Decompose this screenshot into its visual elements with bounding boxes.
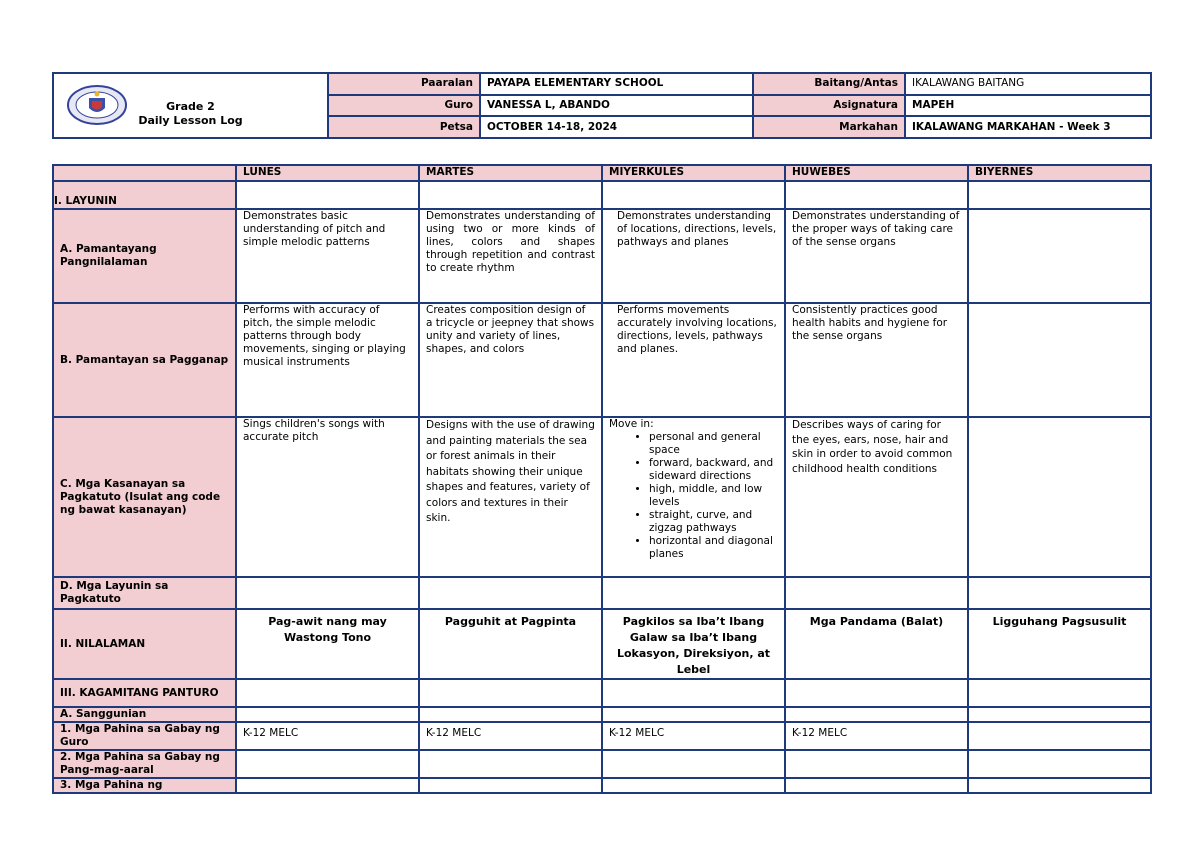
pagganap-lunes: Performs with accuracy of pitch, the simple melodic patterns through body movements, singing or playing musical instruments [236, 303, 419, 417]
day-header-martes: MARTES [419, 165, 602, 181]
gabay-guro-martes: K-12 MELC [419, 722, 602, 750]
pamantayang-miyerkules: Demonstrates understanding of locations, directions, levels, pathways and planes [602, 209, 785, 303]
pagganap-huwebes: Consistently practices good health habits and hygiene for the sense organs [785, 303, 968, 417]
table-row [53, 577, 1151, 609]
table-cell [602, 181, 785, 209]
table-cell [602, 778, 785, 793]
movement-list [609, 431, 778, 561]
asignatura-label: Asignatura [753, 95, 905, 117]
nilalaman-miyerkules: Pagkilos sa Iba’t Ibang Galaw sa Iba’t Ibang Lokasyon, Direksiyon, at Lebel [602, 609, 785, 679]
header-table [52, 72, 1152, 139]
pamantayang-martes: Demonstrates understanding of using two or more kinds of lines, colors and shapes through repetition and contrast to create rhythm [419, 209, 602, 303]
table-cell [236, 707, 419, 722]
table-cell [602, 707, 785, 722]
list-item: • high, middle, and low levels [649, 483, 778, 509]
paaralan-label: Paaralan [328, 73, 480, 95]
log-title: Daily Lesson Log [138, 114, 243, 127]
kasanayan-biyernes [968, 417, 1151, 577]
nilalaman-lunes: Pag-awit nang may Wastong Tono [236, 609, 419, 679]
table-row [53, 181, 1151, 209]
petsa-label: Petsa [328, 116, 480, 138]
kasanayan-miyerkules-intro: Move in: [609, 418, 654, 430]
table-cell [785, 679, 968, 707]
table-cell [968, 778, 1151, 793]
lesson-log-table [52, 164, 1152, 794]
guro-value: VANESSA L, ABANDO [480, 95, 753, 117]
table-cell [236, 577, 419, 609]
grade-label: Grade 2 [166, 100, 215, 113]
day-header-lunes: LUNES [236, 165, 419, 181]
baitang-label: Baitang/Antas [753, 73, 905, 95]
row-label-pamantayang: A. Pamantayang Pangnilalaman [53, 209, 236, 303]
asignatura-value: MAPEH [905, 95, 1151, 117]
row-label-kasanayan: C. Mga Kasanayan sa Pagkatuto (Isulat ang code ng bawat kasanayan) [53, 417, 236, 577]
pagganap-biyernes [968, 303, 1151, 417]
table-cell [968, 679, 1151, 707]
table-cell [419, 577, 602, 609]
table-cell [785, 181, 968, 209]
kasanayan-huwebes: Describes ways of caring for the eyes, ears, nose, hair and skin in order to avoid common childhood health conditions [785, 417, 968, 577]
table-row [53, 609, 1151, 679]
pamantayang-huwebes: Demonstrates understanding of the proper ways of taking care of the sense organs [785, 209, 968, 303]
deped-logo-cell [53, 73, 328, 138]
table-cell [968, 750, 1151, 778]
guro-label: Guro [328, 95, 480, 117]
day-header-biyernes: BIYERNES [968, 165, 1151, 181]
markahan-label: Markahan [753, 116, 905, 138]
table-cell [236, 750, 419, 778]
gabay-guro-lunes: K-12 MELC [236, 722, 419, 750]
row-label-pahina: 3. Mga Pahina ng [53, 778, 236, 793]
row-label-nilalaman: II. NILALAMAN [53, 609, 236, 679]
table-row [53, 778, 1151, 793]
row-label-layunin-pagkatuto: D. Mga Layunin sa Pagkatuto [53, 577, 236, 609]
pamantayang-lunes: Demonstrates basic understanding of pitch and simple melodic patterns [236, 209, 419, 303]
row-label-gabay-mag-aaral: 2. Mga Pahina sa Gabay ng Pang-mag-aaral [53, 750, 236, 778]
table-cell [236, 778, 419, 793]
table-cell [419, 750, 602, 778]
row-label-layunin: I. LAYUNIN [53, 181, 236, 209]
day-header-huwebes: HUWEBES [785, 165, 968, 181]
gabay-guro-biyernes [968, 722, 1151, 750]
baitang-value: IKALAWANG BAITANG [905, 73, 1151, 95]
pagganap-martes: Creates composition design of a tricycle or jeepney that shows unity and variety of lines, shapes, and colors [419, 303, 602, 417]
table-cell [236, 181, 419, 209]
row-label-gabay-guro: 1. Mga Pahina sa Gabay ng Guro [53, 722, 236, 750]
table-cell [236, 679, 419, 707]
list-item: • horizontal and diagonal planes [649, 535, 778, 561]
table-row [53, 722, 1151, 750]
table-cell [602, 577, 785, 609]
list-item: • forward, backward, and sideward directions [649, 457, 778, 483]
table-row [53, 417, 1151, 577]
table-cell [419, 707, 602, 722]
day-header-miyerkules: MIYERKULES [602, 165, 785, 181]
table-cell [785, 707, 968, 722]
table-cell [785, 577, 968, 609]
kasanayan-martes: Designs with the use of drawing and painting materials the sea or forest animals in their habitats showing their unique shapes and features, variety of colors and textures in their skin. [419, 417, 602, 577]
table-cell [419, 181, 602, 209]
table-cell [785, 750, 968, 778]
table-cell [968, 707, 1151, 722]
table-cell [785, 778, 968, 793]
table-cell [419, 778, 602, 793]
kasanayan-lunes: Sings children's songs with accurate pitch [236, 417, 419, 577]
table-row [53, 750, 1151, 778]
table-row [53, 707, 1151, 722]
markahan-value: IKALAWANG MARKAHAN - Week 3 [905, 116, 1151, 138]
table-cell [602, 750, 785, 778]
day-header-row [53, 165, 1151, 181]
table-row [53, 303, 1151, 417]
table-cell [968, 181, 1151, 209]
list-item: • straight, curve, and zigzag pathways [649, 509, 778, 535]
list-item: • personal and general space [649, 431, 778, 457]
row-label-pagganap: B. Pamantayan sa Pagganap [53, 303, 236, 417]
table-cell [968, 577, 1151, 609]
paaralan-value: PAYAPA ELEMENTARY SCHOOL [480, 73, 753, 95]
kasanayan-miyerkules [602, 417, 785, 577]
table-row [53, 209, 1151, 303]
nilalaman-martes: Pagguhit at Pagpinta [419, 609, 602, 679]
table-cell [419, 679, 602, 707]
pamantayang-biyernes [968, 209, 1151, 303]
gabay-guro-miyerkules: K-12 MELC [602, 722, 785, 750]
corner-cell [53, 165, 236, 181]
table-row [53, 679, 1151, 707]
gabay-guro-huwebes: K-12 MELC [785, 722, 968, 750]
petsa-value: OCTOBER 14-18, 2024 [480, 116, 753, 138]
row-label-sanggunian: A. Sanggunian [53, 707, 236, 722]
nilalaman-huwebes: Mga Pandama (Balat) [785, 609, 968, 679]
row-label-kagamitan: III. KAGAMITANG PANTURO [53, 679, 236, 707]
pagganap-miyerkules: Performs movements accurately involving locations, directions, levels, pathways and planes. [602, 303, 785, 417]
nilalaman-biyernes: Ligguhang Pagsusulit [968, 609, 1151, 679]
table-cell [602, 679, 785, 707]
